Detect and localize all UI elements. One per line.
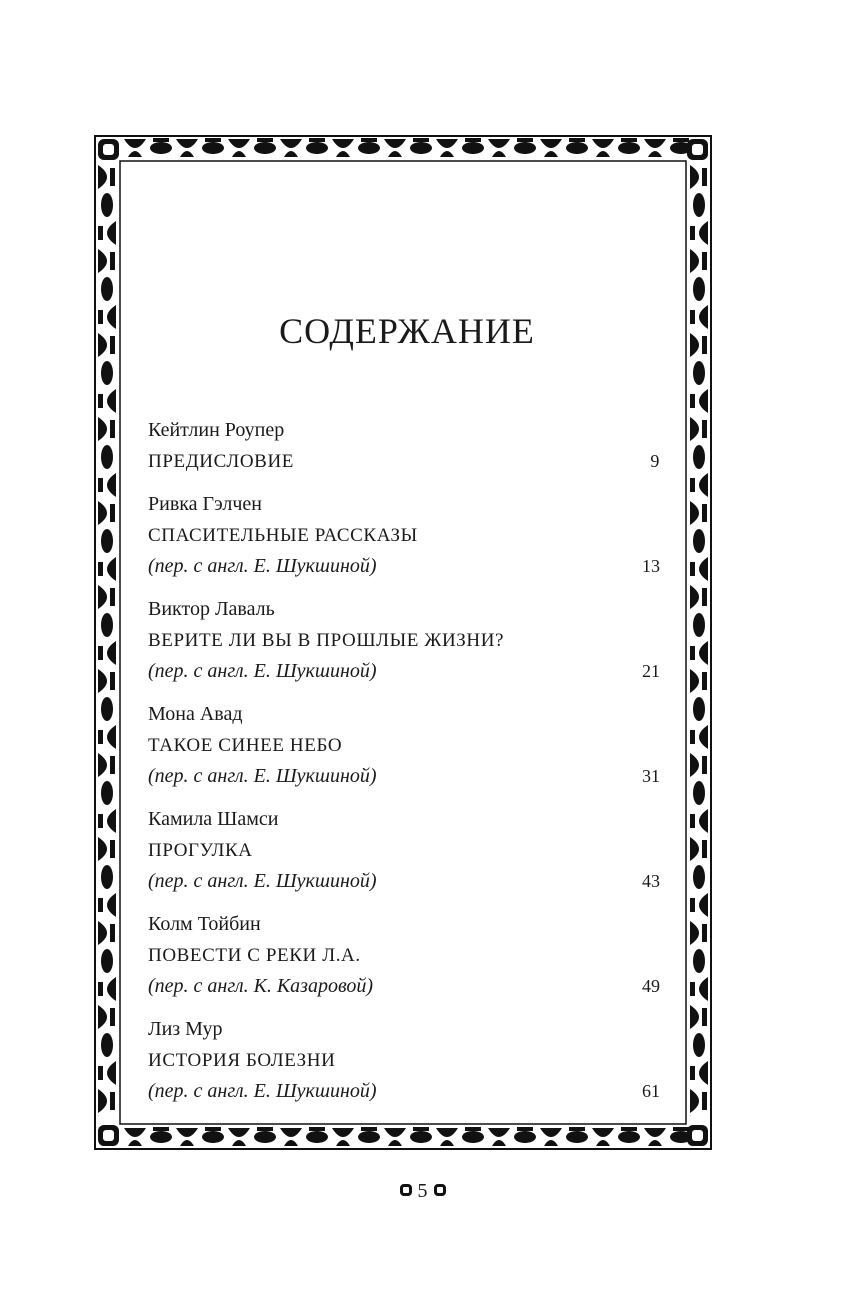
border-ornament bbox=[153, 138, 169, 142]
border-ornament bbox=[690, 921, 699, 945]
border-ornament bbox=[690, 226, 695, 240]
page-number: 5 bbox=[417, 1180, 428, 1202]
border-ornament bbox=[517, 1127, 533, 1131]
border-ornament bbox=[110, 1008, 115, 1026]
border-ornament bbox=[702, 504, 707, 522]
square-ornament-icon bbox=[400, 1184, 412, 1196]
square-ornament-icon bbox=[434, 1184, 446, 1196]
border-ornament bbox=[101, 697, 113, 721]
border-ornament bbox=[690, 669, 699, 693]
border-ornament bbox=[280, 1128, 302, 1137]
border-ornament bbox=[205, 138, 221, 142]
border-ornament bbox=[384, 1128, 406, 1137]
entry-author: Лиз Мур bbox=[148, 1018, 223, 1040]
border-ornament bbox=[693, 697, 705, 721]
border-ornament bbox=[465, 138, 481, 142]
border-ornament bbox=[702, 588, 707, 606]
entry-page-number: 9 bbox=[650, 451, 660, 471]
border-ornament bbox=[566, 142, 588, 154]
border-ornament bbox=[596, 1140, 610, 1146]
border-ornament bbox=[699, 641, 708, 665]
border-ornament bbox=[673, 1127, 689, 1131]
border-ornament bbox=[699, 221, 708, 245]
border-ornament bbox=[693, 193, 705, 217]
entry-author: Камила Шамси bbox=[148, 808, 279, 830]
border-ornament bbox=[110, 504, 115, 522]
border-ornament bbox=[232, 151, 246, 157]
border-ornament bbox=[690, 478, 695, 492]
entry-translator: (пер. с англ. Е. Шукшиной) bbox=[148, 555, 377, 577]
border-ornament bbox=[110, 336, 115, 354]
border-ornament bbox=[110, 420, 115, 438]
border-ornament bbox=[540, 1128, 562, 1137]
border-ornament bbox=[702, 840, 707, 858]
border-ornament bbox=[702, 336, 707, 354]
entry-page-number: 43 bbox=[642, 871, 660, 891]
border-ornament bbox=[690, 753, 699, 777]
border-ornament bbox=[699, 893, 708, 917]
border-ornament bbox=[699, 977, 708, 1001]
border-ornament bbox=[618, 1131, 640, 1143]
border-ornament bbox=[596, 151, 610, 157]
border-ornament bbox=[693, 949, 705, 973]
entry-translator: (пер. с англ. Е. Шукшиной) bbox=[148, 660, 377, 682]
border-ornament bbox=[361, 138, 377, 142]
border-ornament bbox=[103, 144, 114, 155]
border-ornament bbox=[702, 1092, 707, 1110]
border-ornament bbox=[107, 977, 116, 1001]
border-ornament bbox=[309, 1127, 325, 1131]
border-ornament bbox=[702, 924, 707, 942]
border-ornament bbox=[107, 221, 116, 245]
border-ornament bbox=[690, 730, 695, 744]
border-ornament bbox=[98, 562, 103, 576]
border-ornament bbox=[98, 585, 107, 609]
entry-page-number: 31 bbox=[642, 766, 660, 786]
border-ornament bbox=[101, 865, 113, 889]
border-ornament bbox=[101, 445, 113, 469]
border-ornament bbox=[690, 837, 699, 861]
border-ornament bbox=[690, 165, 699, 189]
toc-entry-preface[interactable] bbox=[148, 415, 660, 477]
entry-author: Колм Тойбин bbox=[148, 913, 261, 935]
entry-translator: (пер. с англ. Е. Шукшиной) bbox=[148, 765, 377, 787]
border-ornament bbox=[436, 1128, 458, 1137]
border-ornament bbox=[98, 478, 103, 492]
border-ornament bbox=[98, 417, 107, 441]
border-ornament bbox=[544, 1140, 558, 1146]
border-ornament bbox=[690, 982, 695, 996]
border-ornament bbox=[462, 142, 484, 154]
border-ornament bbox=[306, 142, 328, 154]
entry-author: Кейтлин Роупер bbox=[148, 419, 285, 441]
border-ornament bbox=[566, 1131, 588, 1143]
border-ornament bbox=[110, 924, 115, 942]
border-ornament bbox=[693, 529, 705, 553]
border-ornament bbox=[98, 249, 107, 273]
border-ornament bbox=[618, 142, 640, 154]
border-ornament bbox=[284, 151, 298, 157]
border-ornament bbox=[202, 142, 224, 154]
border-ornament bbox=[332, 1128, 354, 1137]
border-ornament bbox=[176, 1128, 198, 1137]
border-ornament bbox=[101, 193, 113, 217]
toc-entry[interactable] bbox=[148, 489, 660, 582]
border-ornament bbox=[693, 277, 705, 301]
border-ornament bbox=[98, 1066, 103, 1080]
border-ornament bbox=[98, 501, 107, 525]
border-ornament bbox=[101, 277, 113, 301]
border-ornament bbox=[205, 1127, 221, 1131]
border-ornament bbox=[101, 613, 113, 637]
border-ornament bbox=[699, 473, 708, 497]
border-ornament bbox=[110, 588, 115, 606]
border-ornament bbox=[670, 1131, 692, 1143]
border-ornament bbox=[280, 139, 302, 148]
border-ornament bbox=[98, 394, 103, 408]
border-ornament bbox=[699, 725, 708, 749]
border-ornament bbox=[110, 672, 115, 690]
entry-title: ТАКОЕ СИНЕЕ НЕБО bbox=[148, 735, 343, 756]
border-ornament bbox=[101, 949, 113, 973]
border-ornament bbox=[284, 1140, 298, 1146]
border-ornament bbox=[180, 1140, 194, 1146]
border-ornament bbox=[693, 445, 705, 469]
border-ornament bbox=[98, 753, 107, 777]
border-ornament bbox=[98, 165, 107, 189]
border-ornament bbox=[153, 1127, 169, 1131]
border-ornament bbox=[124, 139, 146, 148]
border-ornament bbox=[621, 138, 637, 142]
border-ornament bbox=[388, 151, 402, 157]
border-ornament bbox=[690, 562, 695, 576]
entry-page-number: 13 bbox=[642, 556, 660, 576]
border-ornament bbox=[110, 252, 115, 270]
border-ornament bbox=[98, 646, 103, 660]
entry-author: Виктор Лаваль bbox=[148, 598, 275, 620]
border-ornament bbox=[309, 138, 325, 142]
border-ornament bbox=[517, 138, 533, 142]
border-ornament bbox=[98, 982, 103, 996]
border-ornament bbox=[644, 1128, 666, 1137]
entry-page-number: 49 bbox=[642, 976, 660, 996]
border-ornament bbox=[107, 473, 116, 497]
border-ornament bbox=[690, 249, 699, 273]
border-ornament bbox=[98, 837, 107, 861]
border-ornament bbox=[107, 305, 116, 329]
toc-entry[interactable] bbox=[148, 909, 660, 1002]
border-ornament bbox=[107, 641, 116, 665]
border-ornament bbox=[440, 151, 454, 157]
border-ornament bbox=[492, 151, 506, 157]
border-ornament bbox=[648, 1140, 662, 1146]
border-ornament bbox=[690, 646, 695, 660]
border-ornament bbox=[101, 361, 113, 385]
border-ornament bbox=[254, 142, 276, 154]
border-ornament bbox=[693, 1033, 705, 1057]
border-ornament bbox=[699, 305, 708, 329]
border-ornament bbox=[176, 139, 198, 148]
border-ornament bbox=[410, 1131, 432, 1143]
border-ornament bbox=[101, 529, 113, 553]
border-ornament bbox=[413, 1127, 429, 1131]
border-ornament bbox=[98, 226, 103, 240]
border-ornament bbox=[110, 840, 115, 858]
table-of-contents bbox=[148, 415, 660, 1119]
border-ornament bbox=[110, 168, 115, 186]
border-ornament bbox=[690, 501, 699, 525]
border-ornament bbox=[358, 1131, 380, 1143]
border-ornament bbox=[98, 310, 103, 324]
border-ornament bbox=[699, 1061, 708, 1085]
border-ornament bbox=[693, 781, 705, 805]
border-ornament bbox=[101, 781, 113, 805]
border-ornament bbox=[388, 1140, 402, 1146]
entry-author: Мона Авад bbox=[148, 703, 243, 725]
border-ornament bbox=[702, 252, 707, 270]
border-ornament bbox=[101, 1033, 113, 1057]
border-ornament bbox=[690, 585, 699, 609]
border-ornament bbox=[492, 1140, 506, 1146]
border-ornament bbox=[128, 151, 142, 157]
border-ornament bbox=[702, 1008, 707, 1026]
border-ornament bbox=[180, 151, 194, 157]
entry-title: ВЕРИТЕ ЛИ ВЫ В ПРОШЛЫЕ ЖИЗНИ? bbox=[148, 630, 505, 651]
border-ornament bbox=[673, 138, 689, 142]
border-ornament bbox=[332, 139, 354, 148]
border-ornament bbox=[544, 151, 558, 157]
border-ornament bbox=[488, 139, 510, 148]
toc-entry[interactable] bbox=[148, 699, 660, 792]
border-ornament bbox=[702, 756, 707, 774]
border-ornament bbox=[107, 725, 116, 749]
border-ornament bbox=[644, 139, 666, 148]
border-ornament bbox=[107, 557, 116, 581]
toc-entry[interactable] bbox=[148, 1014, 660, 1107]
entry-translator: (пер. с англ. Е. Шукшиной) bbox=[148, 1080, 377, 1102]
border-ornament bbox=[693, 613, 705, 637]
border-ornament bbox=[690, 394, 695, 408]
border-ornament bbox=[254, 1131, 276, 1143]
border-ornament bbox=[670, 142, 692, 154]
border-ornament bbox=[107, 893, 116, 917]
border-ornament bbox=[540, 139, 562, 148]
entry-title: ПРОГУЛКА bbox=[148, 840, 253, 861]
border-ornament bbox=[488, 1128, 510, 1137]
border-ornament bbox=[702, 420, 707, 438]
border-ornament bbox=[690, 1005, 699, 1029]
border-ornament bbox=[384, 139, 406, 148]
border-ornament bbox=[336, 1140, 350, 1146]
border-ornament bbox=[462, 1131, 484, 1143]
border-ornament bbox=[98, 1089, 107, 1113]
border-ornament bbox=[436, 139, 458, 148]
border-ornament bbox=[702, 168, 707, 186]
border-ornament bbox=[693, 361, 705, 385]
toc-entry[interactable] bbox=[148, 594, 660, 687]
border-ornament bbox=[592, 139, 614, 148]
border-ornament bbox=[699, 809, 708, 833]
border-ornament bbox=[690, 417, 699, 441]
border-ornament bbox=[693, 865, 705, 889]
border-ornament bbox=[465, 1127, 481, 1131]
entry-author: Ривка Гэлчен bbox=[148, 493, 262, 515]
border-ornament bbox=[124, 1128, 146, 1137]
border-ornament bbox=[98, 814, 103, 828]
border-ornament bbox=[361, 1127, 377, 1131]
entry-translator: (пер. с англ. Е. Шукшиной) bbox=[148, 870, 377, 892]
entry-title: ИСТОРИЯ БОЛЕЗНИ bbox=[148, 1050, 336, 1071]
page-folio bbox=[0, 1178, 845, 1204]
border-ornament bbox=[440, 1140, 454, 1146]
border-ornament bbox=[257, 138, 273, 142]
border-ornament bbox=[98, 898, 103, 912]
border-ornament bbox=[202, 1131, 224, 1143]
entry-title: ПОВЕСТИ С РЕКИ Л.А. bbox=[148, 945, 361, 966]
border-ornament bbox=[110, 756, 115, 774]
border-ornament bbox=[98, 921, 107, 945]
page-title: СОДЕРЖАНИЕ bbox=[279, 311, 535, 351]
border-ornament bbox=[569, 1127, 585, 1131]
border-ornament bbox=[98, 333, 107, 357]
entry-page-number: 61 bbox=[642, 1081, 660, 1101]
border-ornament bbox=[107, 1061, 116, 1085]
border-ornament bbox=[514, 142, 536, 154]
entry-page-number: 21 bbox=[642, 661, 660, 681]
border-ornament bbox=[690, 814, 695, 828]
border-ornament bbox=[592, 1128, 614, 1137]
border-ornament bbox=[107, 809, 116, 833]
border-ornament bbox=[150, 1131, 172, 1143]
border-ornament bbox=[103, 1130, 114, 1141]
border-ornament bbox=[110, 1092, 115, 1110]
border-ornament bbox=[413, 138, 429, 142]
border-ornament bbox=[306, 1131, 328, 1143]
border-ornament bbox=[692, 144, 703, 155]
border-ornament bbox=[107, 389, 116, 413]
border-ornament bbox=[228, 139, 250, 148]
border-ornament bbox=[98, 730, 103, 744]
border-ornament bbox=[358, 142, 380, 154]
border-ornament bbox=[232, 1140, 246, 1146]
border-ornament bbox=[621, 1127, 637, 1131]
border-ornament bbox=[569, 138, 585, 142]
border-ornament bbox=[98, 1005, 107, 1029]
entry-title: СПАСИТЕЛЬНЫЕ РАССКАЗЫ bbox=[148, 525, 418, 546]
border-ornament bbox=[228, 1128, 250, 1137]
border-ornament bbox=[699, 557, 708, 581]
border-ornament bbox=[257, 1127, 273, 1131]
toc-entry[interactable] bbox=[148, 804, 660, 897]
border-ornament bbox=[410, 142, 432, 154]
border-ornament bbox=[690, 1089, 699, 1113]
border-ornament bbox=[128, 1140, 142, 1146]
border-ornament bbox=[702, 672, 707, 690]
border-ornament bbox=[692, 1130, 703, 1141]
border-ornament bbox=[648, 151, 662, 157]
border-ornament bbox=[336, 151, 350, 157]
entry-translator: (пер. с англ. К. Казаровой) bbox=[148, 975, 374, 997]
border-ornament bbox=[150, 142, 172, 154]
entry-title: ПРЕДИСЛОВИЕ bbox=[148, 451, 294, 472]
border-ornament bbox=[514, 1131, 536, 1143]
border-ornament bbox=[690, 1066, 695, 1080]
border-ornament bbox=[699, 389, 708, 413]
border-ornament bbox=[98, 669, 107, 693]
border-ornament bbox=[690, 898, 695, 912]
